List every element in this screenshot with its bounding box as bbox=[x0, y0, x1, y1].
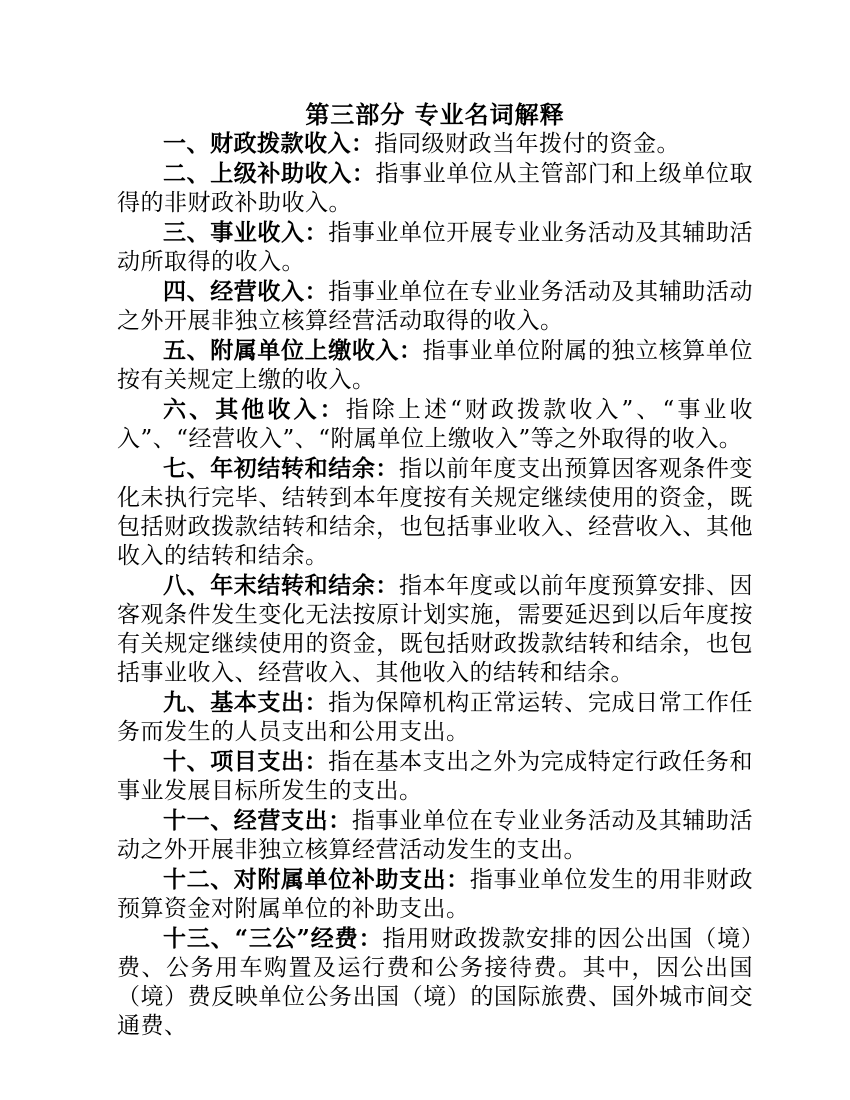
term-label-3: 三、事业收入： bbox=[163, 219, 329, 246]
term-definition-3: 指事业单位开展专业业务活动及其辅助活动所取得的收入。 bbox=[117, 220, 754, 275]
definition-paragraph-13 bbox=[117, 924, 753, 1041]
term-label-1: 一、财政拨款收入： bbox=[163, 130, 375, 157]
definition-paragraph-8 bbox=[117, 571, 753, 688]
term-definition-11: 指事业单位在专业业务活动及其辅助活动之外开展非独立核算经营活动发生的支出。 bbox=[117, 808, 754, 863]
term-label-6: 六、其他收入： bbox=[163, 396, 346, 423]
term-label-2: 二、上级补助收入： bbox=[163, 160, 376, 187]
term-definition-8: 指本年度或以前年度预算安排、因客观条件发生变化无法按原计划实施，需要延迟到以后年度按有关规定继续使用的资金，既包括财政拨款结转和结余，也包括事业收入、经营收入、其他收入的结转和结余。 bbox=[117, 573, 754, 686]
document-body bbox=[117, 100, 753, 1041]
definition-paragraph-1 bbox=[117, 129, 753, 159]
term-definition-6: 指除上述“财政拨款收入”、“事业收入”、“经营收入”、“附属单位上缴收入”等之外取得的收入。 bbox=[117, 397, 754, 452]
term-definition-4: 指事业单位在专业业务活动及其辅助活动之外开展非独立核算经营活动取得的收入。 bbox=[117, 279, 754, 334]
term-definition-13: 指用财政拨款安排的因公出国（境）费、公务用车购置及运行费和公务接待费。其中，因公出国（境）费反映单位公务出国（境）的国际旅费、国外城市间交通费、 bbox=[117, 926, 754, 1039]
term-definition-7: 指以前年度支出预算因客观条件变化未执行完毕、结转到本年度按有关规定继续使用的资金，既包括财政拨款结转和结余，也包括事业收入、经营收入、其他收入的结转和结余。 bbox=[117, 456, 754, 569]
definition-paragraph-3 bbox=[117, 218, 753, 277]
term-definition-2: 指事业单位从主管部门和上级单位取得的非财政补助收入。 bbox=[117, 161, 754, 216]
term-label-12: 十二、对附属单位补助支出： bbox=[163, 866, 470, 893]
definition-paragraph-10 bbox=[117, 747, 753, 806]
definition-paragraph-5 bbox=[117, 336, 753, 395]
term-definition-12: 指事业单位发生的用非财政预算资金对附属单位的补助支出。 bbox=[117, 867, 754, 922]
term-definition-10: 指在基本支出之外为完成特定行政任务和事业发展目标所发生的支出。 bbox=[117, 749, 754, 804]
term-label-13: 十三、“三公”经费： bbox=[163, 925, 383, 952]
term-definition-1: 指同级财政当年拨付的资金。 bbox=[374, 131, 680, 157]
definition-paragraph-6 bbox=[117, 395, 753, 454]
definition-paragraph-11 bbox=[117, 806, 753, 865]
definition-paragraph-7 bbox=[117, 454, 753, 571]
definition-paragraph-2 bbox=[117, 159, 753, 218]
document-title: 第三部分 专业名词解释 bbox=[305, 100, 565, 129]
term-label-9: 九、基本支出： bbox=[163, 689, 329, 716]
term-label-8: 八、年末结转和结余： bbox=[163, 572, 400, 599]
definition-paragraph-4 bbox=[117, 277, 753, 336]
term-label-4: 四、经营收入： bbox=[163, 278, 329, 305]
term-label-7: 七、年初结转和结余： bbox=[163, 455, 400, 482]
term-definition-5: 指事业单位附属的独立核算单位按有关规定上缴的收入。 bbox=[117, 338, 754, 393]
term-label-11: 十一、经营支出： bbox=[163, 807, 352, 834]
term-label-5: 五、附属单位上缴收入： bbox=[163, 337, 423, 364]
definition-paragraph-12 bbox=[117, 865, 753, 924]
term-label-10: 十、项目支出： bbox=[163, 748, 329, 775]
definition-paragraph-9 bbox=[117, 688, 753, 747]
term-definition-9: 指为保障机构正常运转、完成日常工作任务而发生的人员支出和公用支出。 bbox=[117, 690, 754, 745]
